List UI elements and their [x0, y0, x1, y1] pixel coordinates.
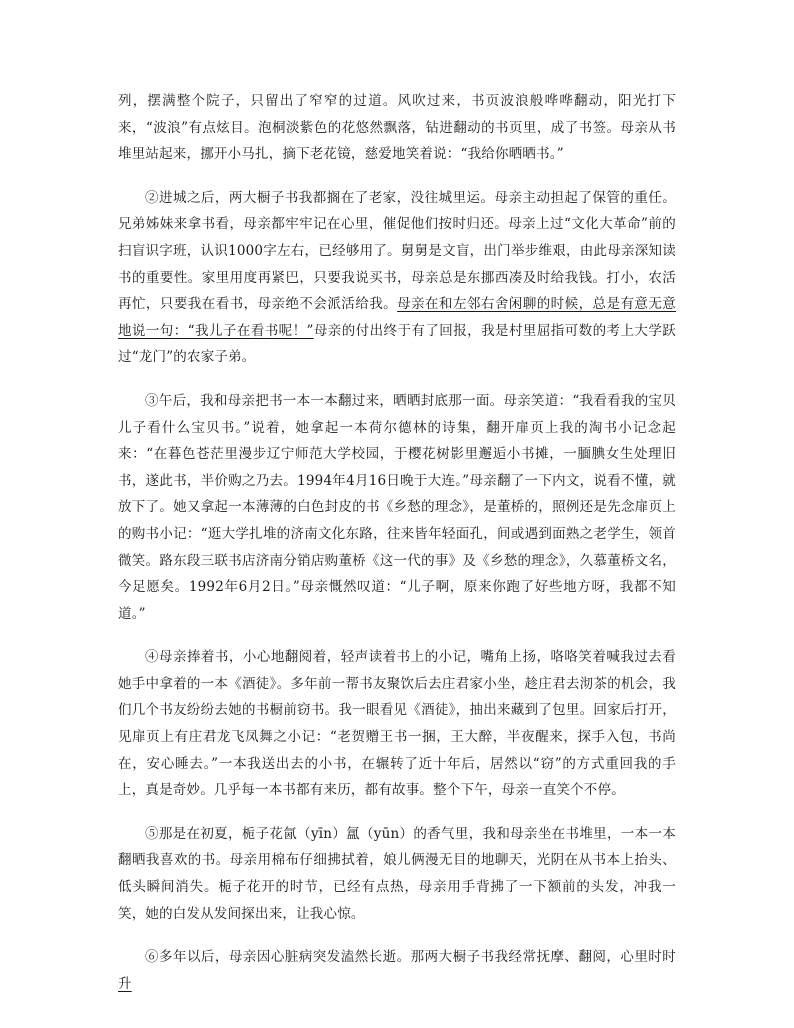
paragraph-text: 母亲的付出终于有了回报，我是村里屈指可数的考上大学跃过“龙门”的农家子弟。: [118, 322, 676, 366]
paragraph-3: [118, 388, 676, 627]
paragraph-6: [118, 944, 676, 997]
paragraph-text: ②进城之后，两大橱子书我都搁在了老家，没往城里运。母亲主动担起了保管的重任。兄弟姊妹来拿书看，母亲都牢牢记在心里，催促他们按时归还。母亲上过“文化大革命”前的扫盲识字班，认识1000字左右，已经够用了。舅舅是文盲，出门举步维艰，由此母亲深知读书的重要性。家里用度再紧巴，只要我说买书，母亲总是东挪西凑及时给我钱。打小，农活再忙，只要我在看书，母亲绝不会派活给我。: [118, 189, 676, 313]
underlined-sentence: 母亲在和左邻右舍闲聊的时候，总是有意无意地说一句：“我儿子在看书呢！”: [118, 296, 677, 339]
paragraph-text: ⑥多年以后，母亲因心脏病突发溘然长逝。那两大橱子书我经常抚摩、翻阅，心里时时: [145, 949, 676, 966]
paragraph-5: [118, 821, 676, 927]
paragraph-text: ③午后，我和母亲把书一本一本翻过来，晒晒封底那一面。母亲笑道：“我看看我的宝贝儿子看什么宝贝书。”说着，她拿起一本荷尔德林的诗集，翻开扉页上我的淘书小记念起来：“在暮色苍茫里漫步辽宁师范大学校园，于樱花树影里邂逅小书摊，一腼腆女生处理旧书，遂此书，半价购之乃去。1994年4月16日晚于大连。”母亲翻了一下内文，说看不懂，就放下了。她又拿起一本薄薄的白色封皮的书《乡愁的理念》，是董桥的，照例还是先念扉页上的购书小记：“逛大学扎堆的济南文化东路，往来皆年轻面孔，间或遇到面熟之老学生，领首微笑。路东段三联书店济南分销店购董桥《这一代的事》及《乡愁的理念》，久慕董桥文名，今足愿矣。1992年6月2日。”母亲慨然叹道：“儿子啊，原来你跑了好些地方呀，我都不知道。”: [118, 392, 676, 622]
paragraph-text: 列，摆满整个院子，只留出了窄窄的过道。风吹过来，书页波浪般哗哗翻动，阳光打下来，“波浪”有点炫目。泡桐淡紫色的花悠然飘落，钻进翻动的书页里，成了书签。母亲从书堆里站起来，挪开小马扎，摘下老花镜，慈爱地笑着说：“我给你晒晒书。”: [118, 93, 676, 163]
paragraph-2: [118, 185, 676, 371]
paragraph-4: [118, 644, 676, 804]
paragraph-text: ④母亲捧着书，小心地翻阅着，轻声读着书上的小记，嘴角上扬，咯咯笑着喊我过去看她手中拿着的一本《酒徒》。多年前一帮书友聚饮后去庄君家小坐，趁庄君去沏茶的机会，我们几个书友纷纷去她的书橱前窃书。我一眼看见《酒徒》，抽出来藏到了包里。回家后打开，见扉页上有庄君龙飞凤舞之小记：“老贺赠王书一捆，王大醉，半夜醒来，探手入包，书尚在，安心睡去。”一本我送出去的小书，在辗转了近十年后，居然以“窃”的方式重回我的手上，真是奇妙。几乎每一本书都有来历，都有故事。整个下午，母亲一直笑个不停。: [118, 649, 676, 799]
paragraph-text: ⑤那是在初夏，栀子花氤（yīn）氲（yūn）的香气里，我和母亲坐在书堆里，一本一本翻晒我喜欢的书。母亲用棉布仔细拂拭着，娘儿俩漫无目的地聊天，光阴在从书本上抬头、低头瞬间消失。栀子花开的时节，已经有点热，母亲用手背拂了一下额前的头发，冲我一笑，她的白发从发间探出来，让我心惊。: [118, 825, 676, 922]
article-body: [118, 88, 676, 1014]
underlined-word: 升: [118, 975, 132, 992]
paragraph-continuation: [118, 88, 676, 168]
